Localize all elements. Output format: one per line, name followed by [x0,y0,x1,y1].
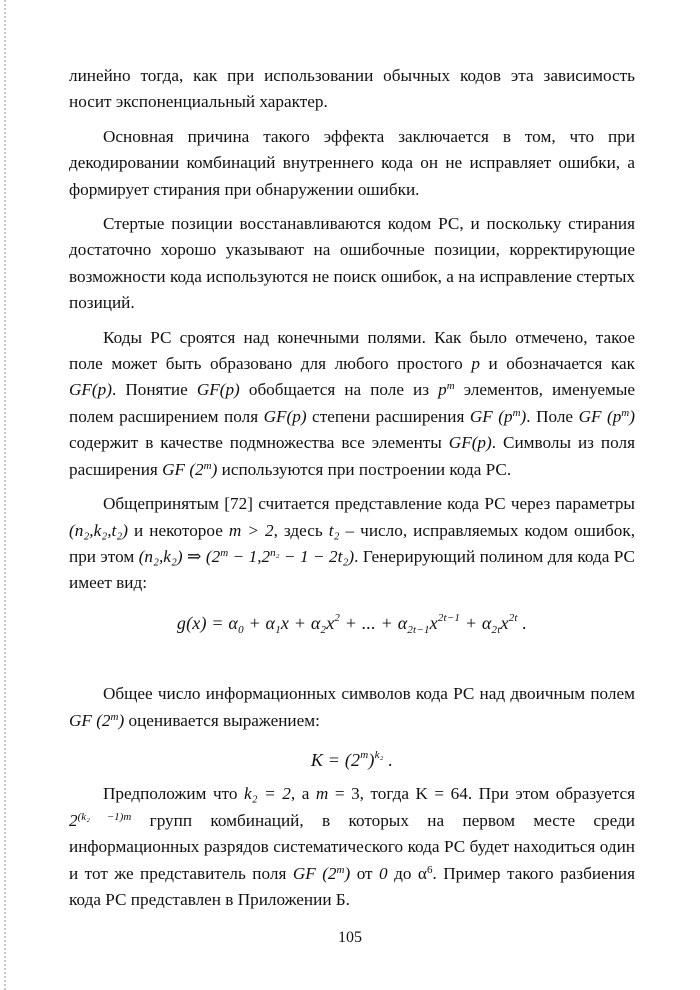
rs-mapping-math: (n₂,k₂) ⇒ $(2^m - 1,2^{n_2} - 1 - 2t_2)$ [138,546,355,566]
page-edge-dotted-border [4,0,6,990]
vertical-spacer [69,651,635,681]
rs-parameters-math: (n₂,k₂,t₂) [69,520,128,540]
paragraph-2: Основная причина такого эффекта заключается в том, что при декодировании комбинаций внутреннего кода он не исправляет ошибки, а формирует стирания при обнаружении ошибки. [69,126,635,199]
generator-polynomial-formula: $g(x) = \alpha_0 + \alpha_1x + \alpha_2x^2$ + ... + $\alpha_{2t-1}x^{2t-1} + \alpha_{2t}x^{2t}$ . [176,611,528,636]
paragraph-4: Коды РС сроятся над конечными полями. Как было отмечено, такое поле может быть образовано для любого простого p и обозначается как GF(p). Понятие GF(p) обобщается на поле из $p^m$ элементов, именуемые полем расширением поля GF(p) степени расширения GF $(p^m)$. Поле GF $(p^m)$ содержит в качестве подмножества все элементы GF(p). Символы из поля расширения GF (2$^m$) используются при построении кода РС. [69,327,635,479]
page-number: 105 [338,929,362,946]
paragraph-1: линейно тогда, как при использовании обычных кодов эта зависимость носит экспоненциальный характер. [69,66,635,112]
paragraph-7: Предположим что k₂ = 2, а m = 3, тогда K = 64. При этом образуется $2^{(k_2 -1)m}$ групп комбинаций, в которых на первом месте среди информационных разрядов систематического кода РС будет находиться один и тот же представитель поля GF (2$^m$) от 0 до $\alpha^6$. Пример такого разбиения кода РС представлен в Приложении Б. [69,784,635,909]
paragraph-6: Общее число информационных символов кода РС над двоичным полем GF (2$^m$) оценивается выражением: [69,684,635,730]
groups-count-math: $2^{(k_2 -1)m}$ [69,810,132,830]
document-body [69,63,635,921]
paragraph-3: Стертые позиции восстанавливаются кодом РС, и поскольку стирания достаточно хорошо указывают на ошибочные позиции, корректирующие возможности кода используются не поиск ошибок, а на исправление стертых позиций. [69,214,635,313]
information-symbols-formula: $K = (2^m)^{k_2}$ . [310,748,394,770]
paragraph-5: Общепринятым [72] считается представление кода РС через параметры (n₂,k₂,t₂) и некоторое m > 2, здесь t₂ – число, исправляемых кодом ошибок, при этом (n₂,k₂) ⇒ $(2^m - 1,2^{n_2} - 1 - 2t_2)$. Генерирующий полином для кода РС имеет вид: [69,494,635,593]
